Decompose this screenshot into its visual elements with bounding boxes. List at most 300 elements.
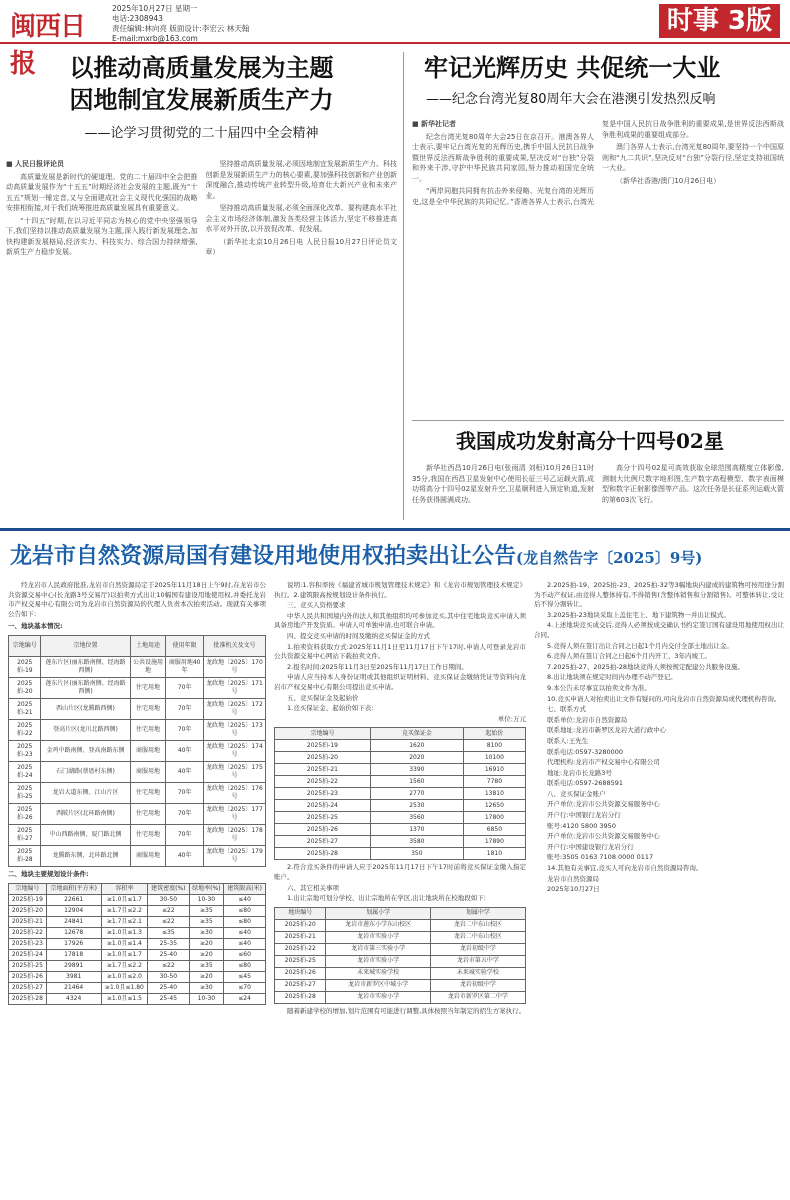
table-cell: 21464 [46, 982, 101, 993]
table-cell: 2025拍-26 [9, 803, 41, 824]
table-cell: 8100 [463, 740, 525, 752]
article3-body [412, 463, 784, 523]
table-header-cell: 竞买保证金 [370, 728, 463, 740]
table-cell: 龙政地〔2025〕173号 [203, 719, 265, 740]
table-cell: 2025拍-20 [275, 919, 326, 931]
table-row [275, 752, 526, 764]
table-cell: 2025拍-28 [275, 848, 371, 860]
table-cell: 2025拍-27 [9, 824, 41, 845]
article-satellite-launch [412, 420, 784, 520]
table-row [275, 955, 526, 967]
table-cell: 40年 [166, 761, 204, 782]
announcement-paragraph: 4.上述地块竞买成交后,竞得人必须按成交确认书约定签订国有建设用地使用权出让合同。 [534, 621, 784, 639]
table-cell: 2025拍-22 [275, 776, 371, 788]
article3-paragraph: 新华社西昌10月26日电(张雨清 刘桓)10月26日11时35分,我国在西昌卫星发射中心使用长征三号乙运载火箭,成功将高分十四号02星发射升空,卫星顺利进入预定轨道,发射任务获得圆满成功。 [412, 464, 594, 504]
table-header-cell: 建筑密度(%) [148, 883, 189, 894]
announcement-paragraph: 联系人:王先生 [547, 736, 589, 745]
announcement-column-1 [8, 581, 266, 1197]
table-cell: 2025拍-28 [275, 991, 326, 1003]
table-row [9, 982, 266, 993]
article1-paragraph: “十四五”时期,在以习近平同志为核心的党中央坚强领导下,我们坚持以推动高质量发展为主题,深入践行新发展理念,加快构建新发展格局,经济实力、科技实力、综合国力持续增强,新质生产力稳步发展。 [6, 216, 198, 256]
table-cell: 1620 [370, 740, 463, 752]
table-cell: 龙政地〔2025〕175号 [203, 761, 265, 782]
school-district-note: 随着新建学校的增加,划片范围有可能进行调整,具体按照当年制定的招生方案执行。 [287, 1006, 526, 1015]
table-cell: 22661 [46, 894, 101, 905]
announcement-number: (龙自然告字〔2025〕9号) [516, 549, 703, 567]
article2-paragraph: 澳门各界人士表示,台湾光复80周年,要坚持一个中国原则和“九二共识”,坚决反对“台独”分裂行径,坚定支持祖国统一大业。 [602, 143, 784, 172]
table-cell: 龙岩二中东山校区 [430, 931, 525, 943]
table-cell: ≥35 [189, 960, 224, 971]
announcement-paragraph: 地址:龙岩市长龙路3号 [547, 768, 612, 777]
table-cell: 住宅用地 [130, 677, 166, 698]
section-tag [659, 4, 780, 38]
announcement-paragraph: 14.其他有关事宜,竞买人可向龙岩市自然资源局咨询。 [547, 864, 703, 873]
announcement-title-text: 龙岩市自然资源局国有建设用地使用权拍卖出让公告 [10, 543, 517, 569]
table-cell: 10-30 [189, 894, 224, 905]
table-cell: 龙腾路东侧、北环路北侧 [41, 845, 130, 866]
table-cell: 70年 [166, 824, 204, 845]
table-cell: 2025拍-26 [275, 967, 326, 979]
table-cell: 住宅用地 [130, 824, 166, 845]
table-row [275, 919, 526, 931]
table-cell: 24841 [46, 916, 101, 927]
announcement-paragraph: 八、竞买保证金账户 [547, 789, 606, 798]
announcement-paragraph: 2.报名时间:2025年11月3日至2025年11月17日工作日期间。 [287, 662, 468, 671]
issue-date: 2025年10月27日 星期一 [112, 4, 198, 13]
table-cell: 龙岩市莲东小学东山校区 [326, 919, 430, 931]
table-cell: 17800 [463, 812, 525, 824]
section-name: 时事 [666, 6, 719, 36]
table-cell: 龙政地〔2025〕179号 [203, 845, 265, 866]
logo-text: 闽西日报 [10, 12, 86, 79]
table-header-cell: 绿地率(%) [189, 883, 224, 894]
table-cell: 30-50 [148, 894, 189, 905]
announcement-paragraph: 1.竞买保证金、起始价如下表: [287, 704, 374, 713]
article-taiwan-restoration [412, 52, 784, 412]
email: E-mail:mxrb@163.com [112, 34, 198, 43]
table-cell: ≥20 [189, 971, 224, 982]
table-cell: ≤70 [224, 982, 266, 993]
table-unit: 单位:万元 [497, 714, 526, 723]
table-cell: 30-50 [148, 971, 189, 982]
table-cell: ≥30 [189, 982, 224, 993]
table-cell: ≥1.0且≤2.0 [101, 971, 147, 982]
table-cell: 2025拍-20 [275, 752, 371, 764]
table-cell: ≤80 [224, 960, 266, 971]
table-cell: 2025拍-27 [9, 982, 47, 993]
table-cell: 金鸡中路南侧、登高南路东侧 [41, 740, 130, 761]
article2-paragraph: “两岸同胞共同拥有抗击外来侵略、光复台湾的光辉历史,这是全中华民族的共同记忆。”香港各界人士表示,台湾光复是中国人民抗日战争胜利的重要成果,是世界反法西斯战争胜利成果的重要组成部分。 [412, 120, 784, 206]
table-row [9, 916, 266, 927]
table-cell: 龙岩市第三实验小学 [326, 943, 430, 955]
article1-paragraph: 坚持推动高质量发展,必须因地制宜发展新质生产力。科技创新是发展新质生产力的核心要素,要加强科技创新和产业创新深度融合,推动传统产业转型升级,培育壮大新兴产业和未来产业。 [205, 160, 397, 200]
table-cell: 40年 [166, 845, 204, 866]
table-cell: ≥1.7且≤2.1 [101, 916, 147, 927]
article1-title-line2: 因地制宜发展新质生产力 [69, 85, 334, 114]
table-cell: ≥1.0且≤1.7 [101, 949, 147, 960]
table-cell: 住宅用地 [130, 782, 166, 803]
announcement-paragraph: 3.2025拍-23地块采取上盖住宅上、地下建筑物一并出让模式。 [547, 610, 730, 619]
table-cell: ≥1.7且≤2.2 [101, 905, 147, 916]
table-cell: ≥1.0且≤1.7 [101, 894, 147, 905]
table-row [9, 905, 266, 916]
table-cell: 商服用地40年 [166, 656, 204, 677]
table-header-cell: 起始价 [463, 728, 525, 740]
school-district-table [274, 907, 526, 1004]
table-cell: 商服用地 [130, 740, 166, 761]
table-row [9, 698, 266, 719]
parcel-info-table [8, 635, 266, 867]
article1-byline: ■ 人民日报评论员 [6, 160, 65, 168]
table-cell: 2025拍-22 [275, 943, 326, 955]
table-cell: 2025拍-22 [9, 719, 41, 740]
table-cell: 12650 [463, 800, 525, 812]
announcement-paragraph: 说明:1.容积率按《福建省城市规划管理技术规定》和《龙岩市规划管理技术规定》执行。2.建筑限高按规划设计条件执行。 [274, 581, 526, 599]
announcement-paragraph: 5.竞得人须在签订出让合同之日起1个月内交付全部土地出让金。 [547, 641, 733, 650]
table-cell: 西陂片区(北环路南侧) [41, 803, 130, 824]
article2-byline: ■ 新华社记者 [412, 120, 457, 128]
table-cell: 2025拍-23 [275, 788, 371, 800]
table-cell: 2025拍-26 [275, 824, 371, 836]
article1-paragraph: 高质量发展是新时代的硬道理。党的二十届四中全会把推动高质量发展作为“十五五”时期经济社会发展的主题,既为“十五五”规划一锤定音,又与全面建成社会主义现代化强国的战略安排相衔接,对于我们统筹推进高质量发展具有重要意义。 [6, 172, 198, 212]
table-cell: 16910 [463, 764, 525, 776]
table-cell: 2025拍-25 [275, 955, 326, 967]
table-cell: ≥35 [189, 905, 224, 916]
table-cell: ≤80 [224, 905, 266, 916]
table-row [275, 836, 526, 848]
table-cell: 西山片区(龙腾路西侧) [41, 698, 130, 719]
table-cell: 2025拍-23 [9, 740, 41, 761]
deposit-price-table [274, 727, 526, 860]
table-cell: 2025拍-28 [9, 993, 47, 1004]
announcement-paragraph: 龙岩市自然资源局 [547, 874, 599, 883]
table-cell: ≥1.0且≤1.4 [101, 938, 147, 949]
table-cell: 2025拍-22 [9, 927, 47, 938]
announcement-intro: 经龙岩市人民政府批准,龙岩市自然资源局定于2025年11月18日上午9时,在龙岩市公共资源交易中心(长龙路3号交易厅)以拍卖方式出让10幅国有建设用地使用权,并委托龙岩市产权交易中心有限公司为龙岩市自然资源局的代理人负责本次拍卖活动。现就有关事项公告如下: [8, 581, 266, 618]
announcement-paragraph: 开户行:中国建设银行龙岩分行 [547, 842, 634, 851]
table-row [9, 740, 266, 761]
table-cell: 商服用地 [130, 761, 166, 782]
announcement-paragraph: 6.竞得人须在签订合同之日起6个月内开工、3年内竣工。 [547, 652, 711, 661]
newspaper-logo [4, 2, 104, 79]
table-cell: 13810 [463, 788, 525, 800]
table-cell: 2025拍-20 [9, 677, 41, 698]
table-row [9, 971, 266, 982]
table-cell: ≤40 [224, 894, 266, 905]
table-row [9, 719, 266, 740]
article1-title [6, 52, 397, 116]
table-cell: 2025拍-25 [9, 782, 41, 803]
table-cell: 龙岩市实验小学 [326, 955, 430, 967]
table-cell: 10100 [463, 752, 525, 764]
table-cell: 2770 [370, 788, 463, 800]
table-cell: ≤22 [148, 905, 189, 916]
table-row [275, 967, 526, 979]
table-cell: 350 [370, 848, 463, 860]
table-header-cell: 宗地编号 [9, 883, 47, 894]
announcement-paragraph: 账号:3505 0163 7108 0000 0117 [547, 853, 654, 862]
table-cell: 龙岩市实验小学 [326, 931, 430, 943]
table-row [275, 979, 526, 991]
table-header-cell: 建筑限高(米) [224, 883, 266, 894]
table-row [275, 740, 526, 752]
table-cell: 2025拍-28 [9, 845, 41, 866]
table-header-cell: 批准机关及文号 [203, 635, 265, 656]
editors: 责任编辑:林向亮 版面设计:李宏云 林天翰 [112, 24, 250, 33]
table-cell: 2025拍-23 [9, 938, 47, 949]
article2-title: 牢记光辉历史 共促统一大业 [424, 53, 721, 82]
article1-title-line1: 以推动高质量发展为主题 [69, 53, 334, 82]
table-cell: 70年 [166, 782, 204, 803]
table-cell: ≤40 [224, 927, 266, 938]
table-row [9, 803, 266, 824]
table-cell: 1560 [370, 776, 463, 788]
table-row [9, 960, 266, 971]
announcement-paragraph: 开户单位:龙岩市公共资源交易服务中心 [547, 800, 660, 809]
table-cell: 2025拍-27 [275, 836, 371, 848]
table-row [275, 788, 526, 800]
announcement-paragraph: 中华人民共和国境内外的法人和其他组织均可参加竞买,其中住宅地块竞买申请人须具备房地产开发资质。申请人可单独申请,也可联合申请。 [274, 611, 526, 630]
table-cell: 70年 [166, 677, 204, 698]
table-cell: 商服用地 [130, 845, 166, 866]
announcement-paragraph: 联系地址:龙岩市新罗区龙岩大道行政中心 [547, 726, 667, 735]
table-cell: 龙政地〔2025〕170号 [203, 656, 265, 677]
article3-paragraph: 高分十四号02星可高效获取全球范围高精度立体影像,测制大比例尺数字地形图,生产数字高程模型、数字表面模型和数字正射影像图等产品。这次任务是长征系列运载火箭的第603次飞行。 [602, 464, 784, 504]
table-row [9, 894, 266, 905]
table-cell: 莲东片区(丽东路南侧、经海路西侧) [41, 656, 130, 677]
table-cell: 70年 [166, 719, 204, 740]
table-cell: ≥1.7且≤2.2 [101, 960, 147, 971]
announcement-column-3 [534, 581, 784, 1197]
table-cell: 龙岩初级中学 [430, 979, 525, 991]
table-cell: ≥20 [189, 938, 224, 949]
table-cell: 龙政地〔2025〕177号 [203, 803, 265, 824]
section-heading: 一、地块基本情况: [8, 622, 63, 631]
article2-body [412, 119, 784, 384]
announcement-paragraph: 联系单位:龙岩市自然资源局 [547, 715, 628, 724]
table-cell: 25-45 [148, 993, 189, 1004]
page-number: 3版 [727, 6, 772, 36]
table-cell: 龙岩市实验小学 [326, 991, 430, 1003]
table-row [9, 845, 266, 866]
table-cell: 龙政地〔2025〕172号 [203, 698, 265, 719]
table-cell: 6850 [463, 824, 525, 836]
table-cell: 2025拍-21 [275, 931, 326, 943]
table-cell: 12904 [46, 905, 101, 916]
table-cell: 2025拍-26 [9, 971, 47, 982]
article1-subtitle: ——论学习贯彻党的二十届四中全会精神 [84, 126, 319, 141]
table-cell: 龙政地〔2025〕174号 [203, 740, 265, 761]
table-cell: 25-40 [148, 949, 189, 960]
table-cell: 龙岩大道东侧、江山片区 [41, 782, 130, 803]
announcement-paragraph: 1.出让宗地可划分学校、出让宗地所在学区,出让地块所在校地段如下: [287, 894, 486, 903]
table-cell: 2025拍-20 [9, 905, 47, 916]
table-header-cell: 宗地编号 [275, 728, 371, 740]
table-row [9, 927, 266, 938]
table-cell: 29891 [46, 960, 101, 971]
table-header-cell: 宗地面积(平方米) [46, 883, 101, 894]
article3-title: 我国成功发射高分十四号02星 [456, 429, 724, 453]
table-cell: 3560 [370, 812, 463, 824]
table-cell: 2025拍-19 [9, 656, 41, 677]
table-cell: 住宅用地 [130, 803, 166, 824]
table-cell: 25-35 [148, 938, 189, 949]
land-auction-announcement [0, 528, 790, 1200]
article2-subtitle: ——纪念台湾光复80周年大会在港澳引发热烈反响 [426, 92, 716, 107]
table-cell: 2020 [370, 752, 463, 764]
table-header-cell: 划属小学 [326, 907, 430, 919]
table-cell: ≥1.0且≤1.5 [101, 993, 147, 1004]
table-cell: 1810 [463, 848, 525, 860]
announcement-paragraph: 四、提交竞买申请的时间及缴纳竞买保证金的方式 [287, 631, 430, 640]
announcement-paragraph: 账号:4120 5800 3950 [547, 821, 616, 830]
table-cell: 2025拍-19 [275, 740, 371, 752]
table-cell: 莲东片区(丽东路南侧、经海路西侧) [41, 677, 130, 698]
announcement-paragraph: 申请人应当持本人身份证明或其他组织证明材料、竞买保证金缴纳凭证等资料向龙岩市产权交易中心有限公司提出竞买申请。 [274, 673, 526, 691]
table-cell: ≤35 [148, 927, 189, 938]
table-cell: 17818 [46, 949, 101, 960]
announcement-paragraph: 7.2025拍-27、2025拍-28地块竞得人须按规定配建公共服务设施。 [547, 662, 745, 671]
table-cell: 4324 [46, 993, 101, 1004]
announcement-paragraph: 五、竞买保证金及起始价 [287, 693, 359, 702]
table-cell: ≤80 [224, 916, 266, 927]
table-cell: 龙政地〔2025〕171号 [203, 677, 265, 698]
article-high-quality-development [6, 52, 404, 520]
table-row [275, 776, 526, 788]
announcement-paragraph: 六、其它相关事项 [287, 883, 339, 892]
table-row [9, 824, 266, 845]
table-cell: 龙政地〔2025〕178号 [203, 824, 265, 845]
announcement-paragraph: 10.竞买申请人对拍卖出让文件有疑问的,可向龙岩市自然资源局或代理机构咨询。 [547, 694, 781, 703]
table-header-cell: 使用年限 [166, 635, 204, 656]
announcement-paragraph: 1.拍卖资料获取方式:2025年11月1日至11月17日下午17时,申请人可登录龙岩市公共资源交易中心网站下载拍卖文件。 [274, 642, 526, 661]
table-cell: 龙岩二中东山校区 [430, 919, 525, 931]
table-row [9, 677, 266, 698]
table-cell: 2025拍-21 [9, 916, 47, 927]
table-cell: ≥35 [189, 916, 224, 927]
announcement-paragraph: 2.2025拍-19、2025拍-23、2025拍-32等3幅地块内建成的建筑物可按用途分割为不动产权证,由竞得人整体持有,不得销售(含整体销售和分割销售)。可整体转让,受让后不得分割转让。 [534, 581, 784, 609]
table-cell: 2530 [370, 800, 463, 812]
table-cell: 3580 [370, 836, 463, 848]
table-cell: ≥30 [189, 927, 224, 938]
table-cell: 2025拍-25 [275, 812, 371, 824]
table-cell: 2025拍-21 [9, 698, 41, 719]
table-row [275, 800, 526, 812]
table-cell: 龙岩市第五中学 [430, 955, 525, 967]
table-cell: 3390 [370, 764, 463, 776]
table-cell: 1370 [370, 824, 463, 836]
table-cell: ≤22 [148, 960, 189, 971]
table-cell: 7780 [463, 776, 525, 788]
planning-conditions-table [8, 883, 266, 1005]
table-cell: 未来城实验学校 [430, 967, 525, 979]
announcement-paragraph: 三、竞买人资格要求 [287, 601, 346, 610]
table-cell: ≥1.0且≤1.80 [101, 982, 147, 993]
table-header-cell: 宗地编号 [9, 635, 41, 656]
section-heading: 二、地块主要规划设计条件: [8, 869, 89, 878]
article1-paragraph: （新华社北京10月26日电 人民日报10月27日评论员文章） [205, 237, 397, 256]
table-cell: 10-30 [189, 993, 224, 1004]
table-cell: 3981 [46, 971, 101, 982]
table-row [275, 848, 526, 860]
table-cell: 70年 [166, 803, 204, 824]
table-row [275, 931, 526, 943]
announcement-paragraph: 代理机构:龙岩市产权交易中心有限公司 [547, 758, 660, 767]
table-cell: 17890 [463, 836, 525, 848]
table-cell: ≤40 [224, 938, 266, 949]
table-cell: 住宅用地 [130, 719, 166, 740]
article1-paragraph: 坚持推动高质量发展,必须全面深化改革。要构建高水平社会主义市场经济体制,激发各类经营主体活力,坚定不移推进高水平对外开放,以开放促改革、促发展。 [205, 204, 397, 233]
table-cell: 17926 [46, 938, 101, 949]
table-cell: 2025拍-25 [9, 960, 47, 971]
announcement-title [10, 541, 780, 573]
table-cell: 2025拍-24 [9, 949, 47, 960]
table-header-cell: 土地用途 [130, 635, 166, 656]
table-cell: 石门湖路(蔡厝村东侧) [41, 761, 130, 782]
table-row [9, 938, 266, 949]
table-cell: 公共设施用地 [130, 656, 166, 677]
table-row [275, 943, 526, 955]
table-cell: 2025拍-21 [275, 764, 371, 776]
table-cell: 40年 [166, 740, 204, 761]
masthead-info [112, 4, 249, 44]
table-cell: 登高片区(龙川北路西侧) [41, 719, 130, 740]
table-cell: 2025拍-24 [9, 761, 41, 782]
announcement-paragraph: 2025年10月27日 [547, 885, 600, 894]
announcement-paragraph: 开户行:中国银行龙岩分行 [547, 811, 621, 820]
table-header-cell: 宗地位置 [41, 635, 130, 656]
table-header-cell: 划属中学 [430, 907, 525, 919]
table-cell: 龙政地〔2025〕176号 [203, 782, 265, 803]
table-cell: 未来城实验学校 [326, 967, 430, 979]
table-cell: 2025拍-24 [275, 800, 371, 812]
announcement-paragraph: 联系电话:0597-3280000 [547, 747, 624, 756]
table-row [275, 991, 526, 1003]
table-cell: 中山西路南侧、厦门路北侧 [41, 824, 130, 845]
table-cell: 龙岩市新罗区第二中学 [430, 991, 525, 1003]
table-cell: ≥1.0且≤1.3 [101, 927, 147, 938]
table-cell: ≤24 [224, 993, 266, 1004]
table-cell: 2025拍-27 [275, 979, 326, 991]
table-cell: 25-40 [148, 982, 189, 993]
table-row [9, 949, 266, 960]
table-cell: 龙岩初级中学 [430, 943, 525, 955]
announcement-paragraph: 9.本公告未尽事宜以拍卖文件为准。 [547, 683, 651, 692]
table-header-cell: 容积率 [101, 883, 147, 894]
article1-body [6, 159, 397, 499]
table-cell: 龙岩市新罗区中城小学 [326, 979, 430, 991]
table-cell: 2025拍-19 [9, 894, 47, 905]
announcement-column-2 [274, 581, 526, 1197]
table-row [9, 782, 266, 803]
announcement-paragraph: 开户单位:龙岩市公共资源交易服务中心 [547, 832, 660, 841]
table-cell: 70年 [166, 698, 204, 719]
announcement-paragraph: 七、联系方式 [547, 705, 586, 714]
announcement-paragraph: 2.符合竞买条件的申请人应于2025年11月17日下午17时前将竞买保证金缴入指定账户。 [274, 863, 526, 881]
table-row [275, 824, 526, 836]
table-row [275, 812, 526, 824]
table-cell: 住宅用地 [130, 698, 166, 719]
table-cell: ≥20 [189, 949, 224, 960]
table-row [275, 764, 526, 776]
announcement-paragraph: 8.出让地块须在规定时间内办理不动产登记。 [547, 673, 677, 682]
table-cell: ≤22 [148, 916, 189, 927]
table-header-cell: 地块编号 [275, 907, 326, 919]
table-cell: ≤60 [224, 949, 266, 960]
phone: 电话:2308943 [112, 14, 163, 23]
article2-paragraph: 纪念台湾光复80周年大会25日在京召开。港澳各界人士表示,要牢记台湾光复的光辉历史,携手中国人民抗日战争暨世界反法西斯战争胜利的重要成果,坚决反对“台独”分裂和外来干涉,守护中华民族共同家园,努力推动祖国完全统一。 [412, 132, 594, 183]
table-cell: ≤45 [224, 971, 266, 982]
